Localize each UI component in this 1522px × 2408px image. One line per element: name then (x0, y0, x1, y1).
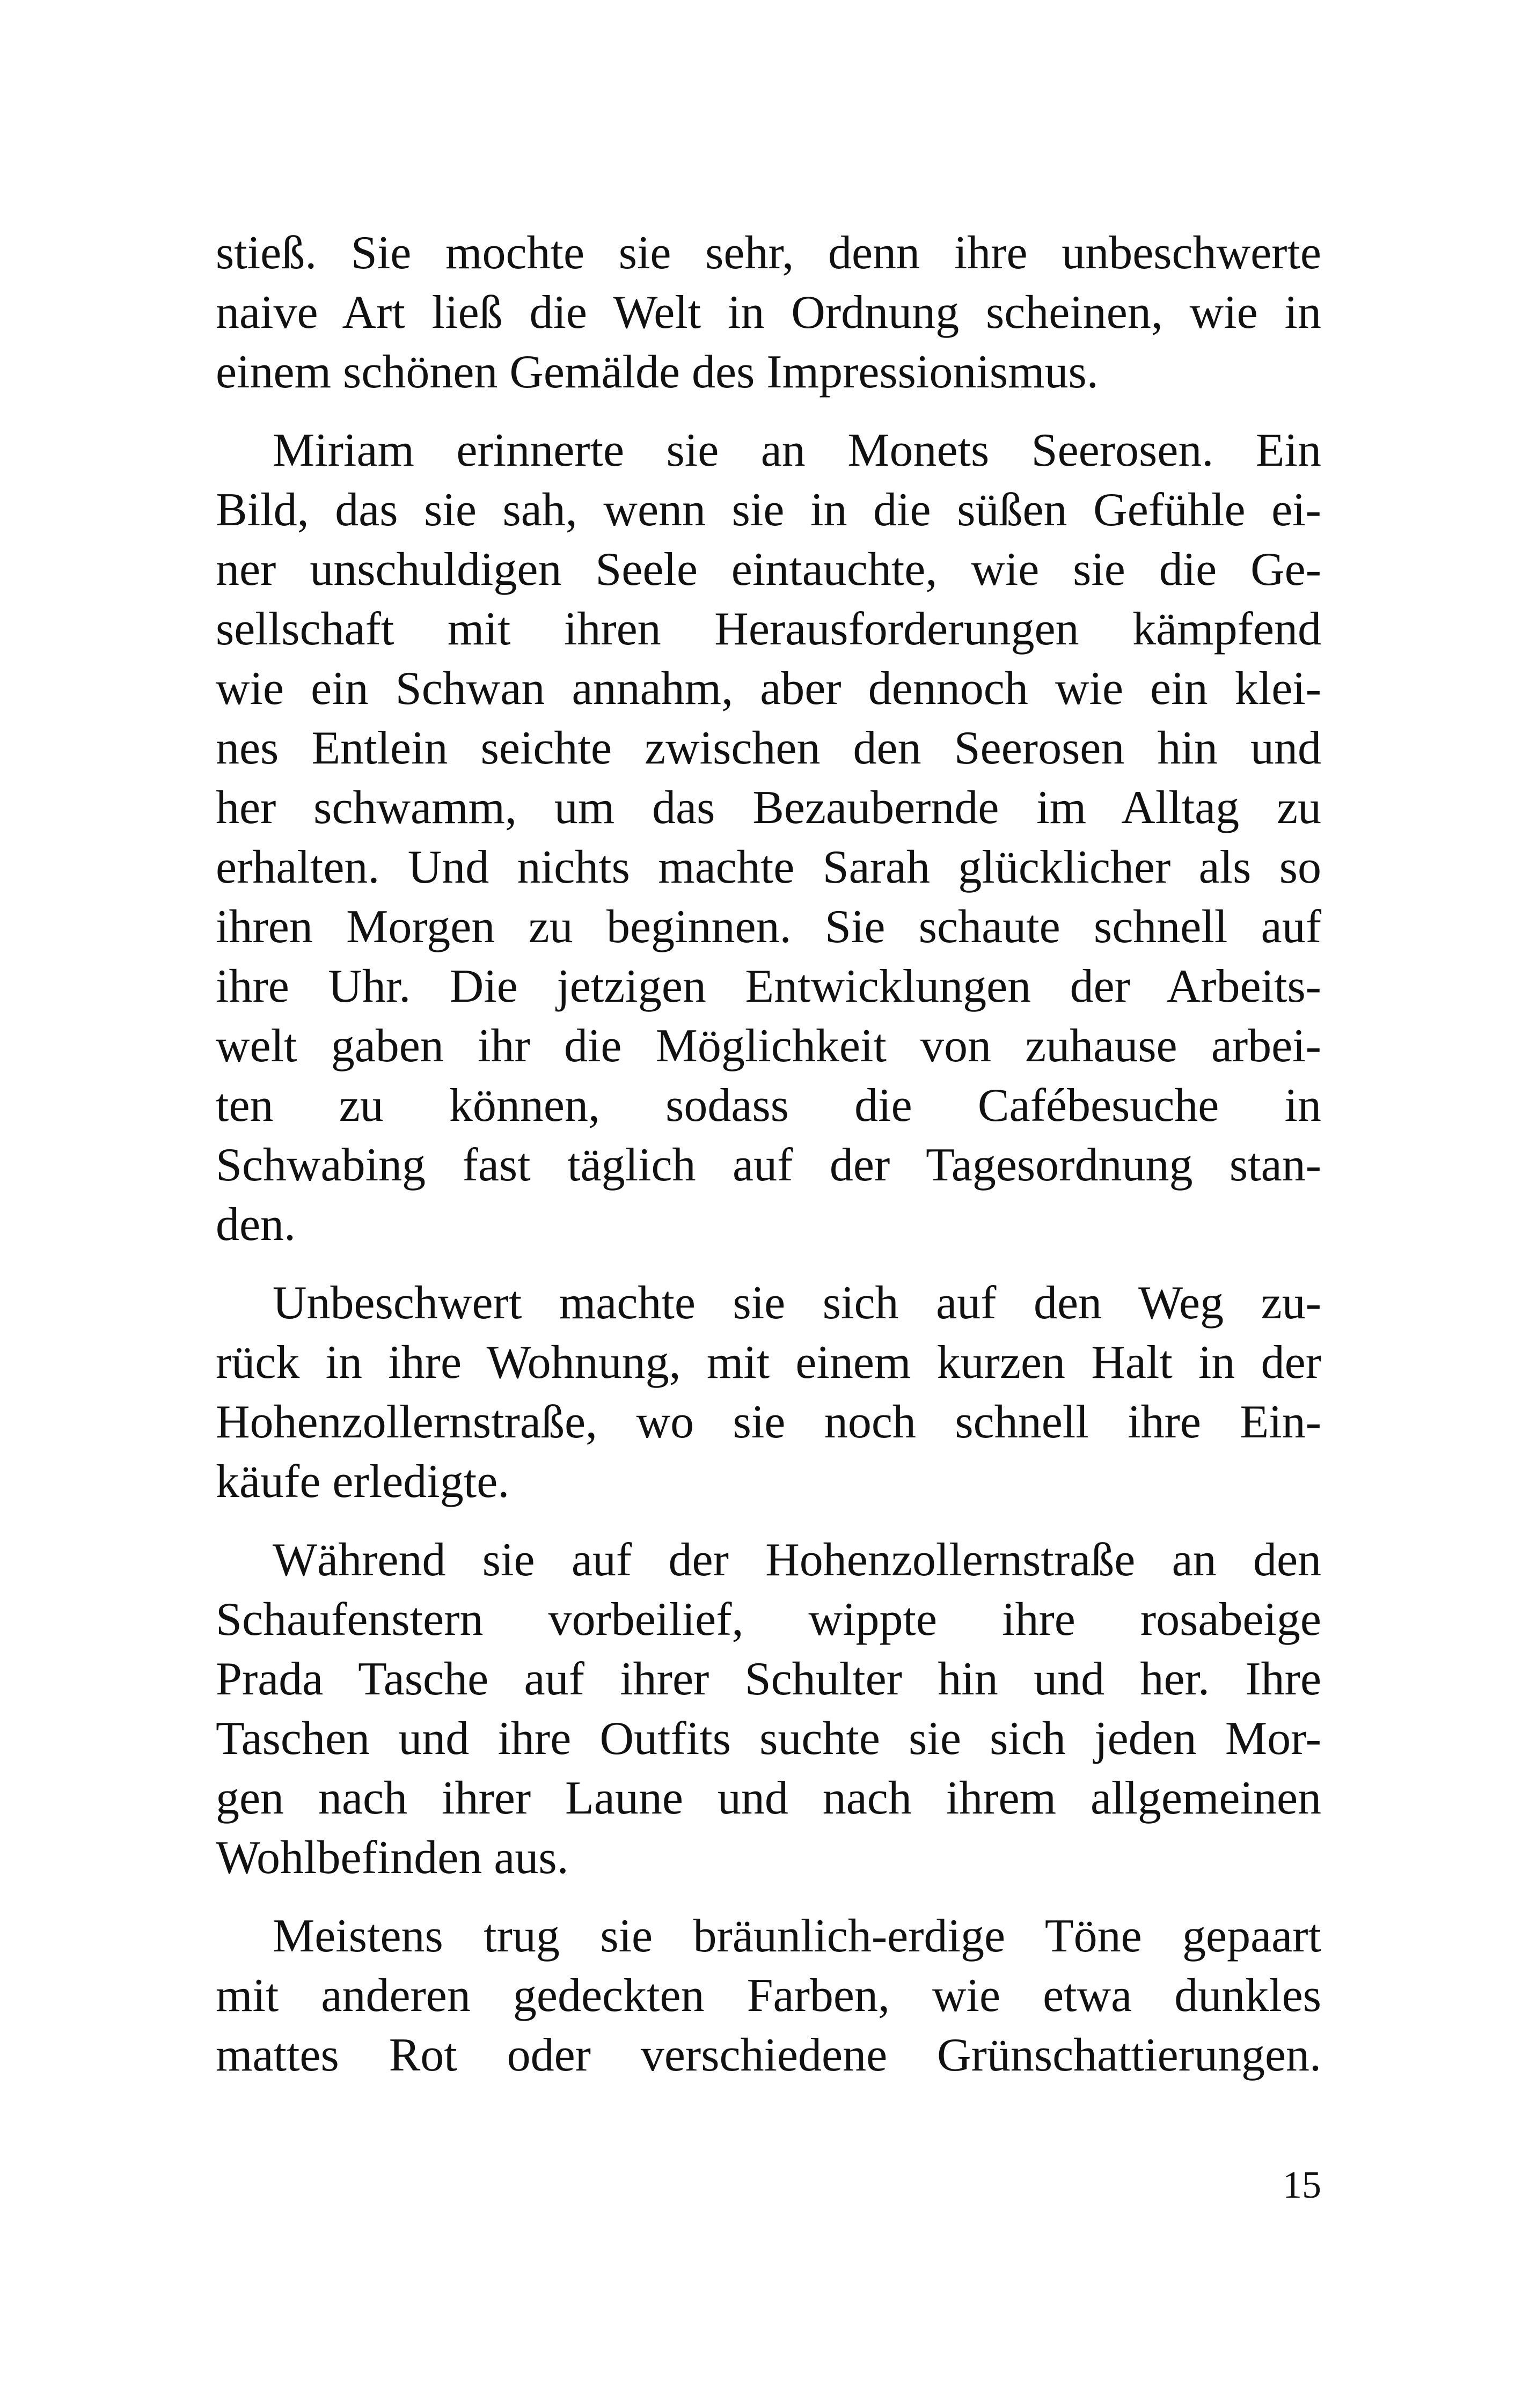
body-text (216, 223, 1321, 2085)
paragraph-4 (216, 1530, 1321, 1888)
text-line: ner unschuldigen Seele eintauchte, wie sie die Ge- (216, 544, 1321, 596)
text-line: gen nach ihrer Laune und nach ihrem allgemeinen (216, 1772, 1321, 1824)
text-line: ten zu können, sodass die Cafébesuche in (216, 1080, 1321, 1132)
text-line: nes Entlein seichte zwischen den Seerosen hin und (216, 722, 1321, 774)
text-line: rück in ihre Wohnung, mit einem kurzen Halt in der (216, 1337, 1321, 1389)
page-number: 15 (1283, 2163, 1321, 2206)
text-line: naive Art ließ die Welt in Ordnung scheinen, wie in (216, 287, 1321, 339)
text-line: sellschaft mit ihren Herausforderungen kämpfend (216, 603, 1321, 655)
text-line: mattes Rot oder verschiedene Grünschattierungen. (216, 2029, 1321, 2081)
text-line: Taschen und ihre Outfits suchte sie sich jeden Mor- (216, 1713, 1321, 1765)
text-line: wie ein Schwan annahm, aber dennoch wie ein klei- (216, 663, 1321, 715)
text-line: Schaufenstern vorbeilief, wippte ihre rosabeige (216, 1594, 1321, 1646)
text-line: her schwamm, um das Bezaubernde im Alltag zu (216, 782, 1321, 834)
text-line: Prada Tasche auf ihrer Schulter hin und her. Ihre (216, 1653, 1321, 1705)
paragraph-5 (216, 1906, 1321, 2085)
text-line: Unbeschwert machte sie sich auf den Weg zu- (273, 1277, 1321, 1329)
text-line: Während sie auf der Hohenzollernstraße an den (273, 1534, 1321, 1586)
paragraph-3 (216, 1273, 1321, 1511)
text-line: einem schönen Gemälde des Impressionismus. (216, 346, 1099, 398)
text-line: Wohlbefinden aus. (216, 1832, 569, 1884)
text-line: Hohenzollernstraße, wo sie noch schnell ihre Ein- (216, 1396, 1321, 1448)
text-line: ihre Uhr. Die jetzigen Entwicklungen der Arbeits- (216, 960, 1321, 1012)
text-line: mit anderen gedeckten Farben, wie etwa dunkles (216, 1970, 1321, 2022)
paragraph-1 (216, 223, 1321, 402)
text-line: erhalten. Und nichts machte Sarah glücklicher als so (216, 841, 1321, 893)
text-line: Meistens trug sie bräunlich-erdige Töne gepaart (273, 1910, 1321, 1962)
text-line: Miriam erinnerte sie an Monets Seerosen. Ein (273, 424, 1321, 476)
text-line: welt gaben ihr die Möglichkeit von zuhause arbei- (216, 1020, 1321, 1072)
text-line: den. (216, 1199, 296, 1251)
text-line: käufe erledigte. (216, 1456, 510, 1508)
text-line: Schwabing fast täglich auf der Tagesordnung stan- (216, 1139, 1321, 1191)
text-line: Bild, das sie sah, wenn sie in die süßen Gefühle ei- (216, 484, 1321, 536)
paragraph-2 (216, 421, 1321, 1254)
text-line: ihren Morgen zu beginnen. Sie schaute schnell auf (216, 901, 1321, 953)
text-line: stieß. Sie mochte sie sehr, denn ihre unbeschwerte (216, 227, 1321, 279)
